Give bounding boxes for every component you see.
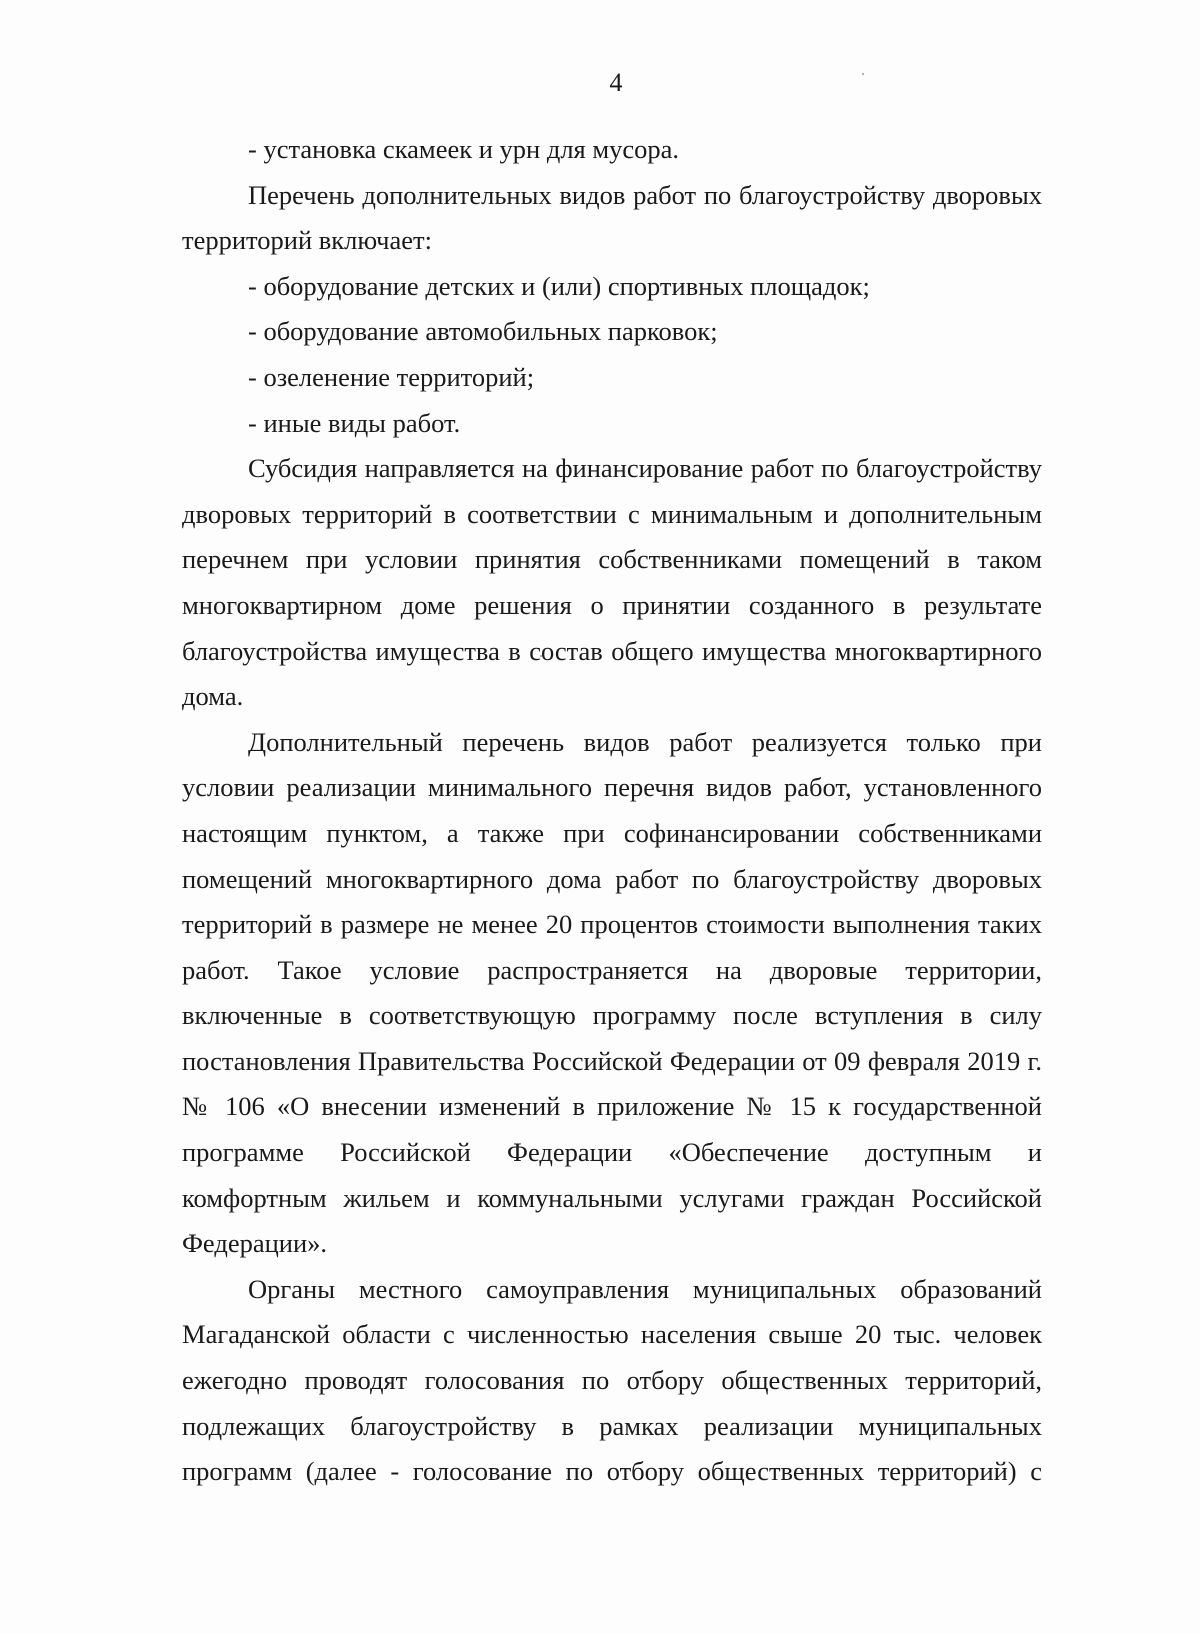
scan-speck [862, 73, 864, 75]
paragraph: Субсидия направляется на финансирование работ по благоустройству дворовых территорий в соответствии с минимальным и дополнительным перечнем при условии принятия собственниками помещений в таком многоквартирном доме решения о принятии созданного в результате благоустройства имущества в состав общего имущества многоквартирного дома. [182, 453, 1042, 712]
list-item: - установка скамеек и урн для мусора. [248, 134, 680, 164]
document-body [182, 127, 1042, 1495]
list-item: - оборудование детских и (или) спортивных площадок; [248, 270, 870, 301]
list-item: - иные виды работ. [248, 407, 461, 438]
paragraph: Дополнительный перечень видов работ реализуется только при условии реализации минимального перечня видов работ, установленного настоящим пунктом, а также при софинансировании собственниками помещений многоквартирного дома работ по благоустройству дворовых территорий в размере не менее 20 процентов стоимости выполнения таких работ. Такое условие распространяется на дворовые территории, включенные в соответствующую программу после вступления в силу постановления Правительства Российской Федерации от 09 февраля 2019 г. № 106 «О внесении изменений в приложение № 15 к государственной программе Российской Федерации «Обеспечение доступным и комфортным жильем и коммунальными услугами граждан Российской Федерации». [182, 726, 1042, 1259]
paragraph: Органы местного самоуправления муниципальных образований Магаданской области с численностью населения свыше 20 тыс. человек ежегодно проводят голосования по отбору общественных территорий, подлежащих благоустройству в рамках реализации муниципальных программ (далее - голосование по отбору общественных территорий) с [182, 1273, 1042, 1487]
page-number: 4 [609, 68, 623, 97]
list-item: - озеленение территорий; [248, 361, 535, 392]
paragraph: Перечень дополнительных видов работ по благоустройству дворовых территорий включает: [182, 179, 1042, 256]
list-item: - оборудование автомобильных парковок; [248, 316, 718, 347]
